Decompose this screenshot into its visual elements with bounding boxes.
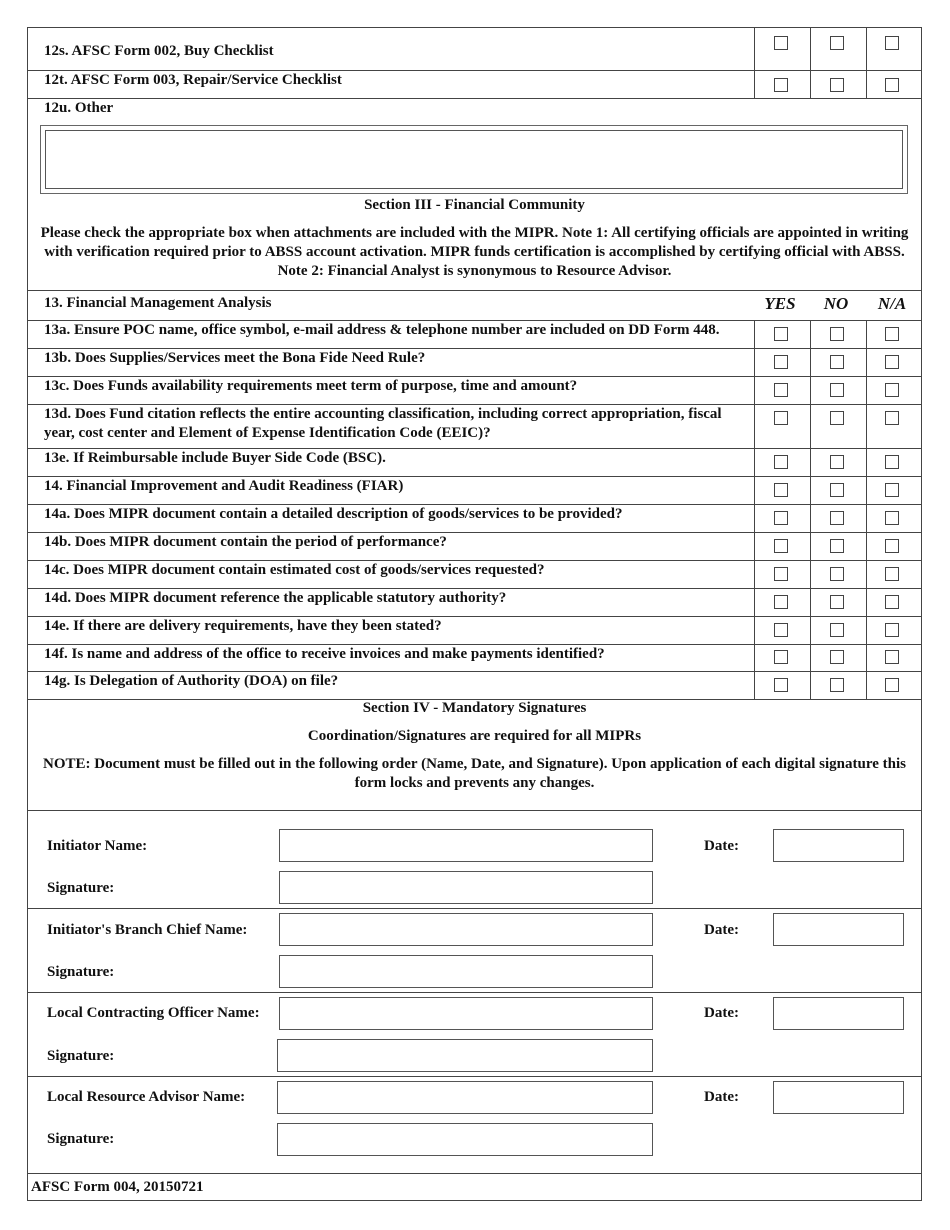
item-14a-checkbox-yes[interactable] — [774, 511, 788, 525]
divider — [28, 1173, 921, 1174]
item-13d-label: 13d. Does Fund citation reflects the entire accounting classification, including correct appropriation, fiscal year, cost center and Element of Expense Identification Code (EEIC)? — [44, 406, 722, 441]
item-12s-checkbox-na[interactable] — [885, 36, 899, 50]
item-13b-label: 13b. Does Supplies/Services meet the Bona Fide Need Rule? — [44, 350, 426, 366]
section4-title: Section IV - Mandatory Signatures — [362, 700, 587, 716]
item-13c-checkbox-yes[interactable] — [774, 383, 788, 397]
item-14a-label: 14a. Does MIPR document contain a detailed description of goods/services to be provided? — [44, 506, 623, 522]
item-14f-checkbox-na[interactable] — [885, 650, 899, 664]
item-13a-checkbox-no[interactable] — [830, 327, 844, 341]
signature-label: Signature: — [47, 964, 115, 980]
section4-subtitle: Coordination/Signatures are required for all MIPRs — [307, 728, 642, 744]
item-14d-checkbox-yes[interactable] — [774, 595, 788, 609]
column-divider — [754, 28, 755, 98]
item-13a-checkbox-na[interactable] — [885, 327, 899, 341]
column-divider — [810, 320, 811, 699]
item-14e-checkbox-no[interactable] — [830, 623, 844, 637]
item-12s-label: 12s. AFSC Form 002, Buy Checklist — [44, 43, 274, 59]
item-12t-label: 12t. AFSC Form 003, Repair/Service Checklist — [44, 72, 342, 88]
item-14f-checkbox-yes[interactable] — [774, 650, 788, 664]
resource-advisor-date-field[interactable] — [773, 1081, 904, 1114]
other-input[interactable] — [45, 130, 903, 189]
branch-chief-date-field[interactable] — [773, 913, 904, 946]
item-12t-checkbox-yes[interactable] — [774, 78, 788, 92]
item-14g-label: 14g. Is Delegation of Authority (DOA) on file? — [44, 673, 339, 689]
signer-name-label: Local Resource Advisor Name: — [47, 1089, 246, 1105]
signature-label: Signature: — [47, 1048, 115, 1064]
item-12u-label: 12u. Other — [44, 100, 114, 116]
date-label: Date: — [704, 838, 739, 854]
item-12t-checkbox-na[interactable] — [885, 78, 899, 92]
date-label: Date: — [704, 1005, 739, 1021]
section4-note: NOTE: Document must be filled out in the following order (Name, Date, and Signature). Upon application of each digital signature this form locks and prevents any changes. — [43, 756, 906, 791]
item-14b-checkbox-no[interactable] — [830, 539, 844, 553]
item-12s-checkbox-no[interactable] — [830, 36, 844, 50]
item-13d-checkbox-yes[interactable] — [774, 411, 788, 425]
item-13e-checkbox-yes[interactable] — [774, 455, 788, 469]
item-14e-checkbox-na[interactable] — [885, 623, 899, 637]
signer-name-label: Initiator Name: — [47, 838, 148, 854]
contracting-officer-name-field[interactable] — [279, 997, 653, 1030]
resource-advisor-signature-field[interactable] — [277, 1123, 653, 1156]
signature-label: Signature: — [47, 880, 115, 896]
item-13c-checkbox-no[interactable] — [830, 383, 844, 397]
item-14e-checkbox-yes[interactable] — [774, 623, 788, 637]
item-14b-checkbox-yes[interactable] — [774, 539, 788, 553]
item-14c-label: 14c. Does MIPR document contain estimated cost of goods/services requested? — [44, 562, 545, 578]
item-13b-checkbox-yes[interactable] — [774, 355, 788, 369]
other-outer-frame — [40, 125, 908, 194]
column-header-na: N/A — [877, 294, 907, 313]
signer-name-label: Local Contracting Officer Name: — [47, 1005, 260, 1021]
item-13e-label: 13e. If Reimbursable include Buyer Side Code (BSC). — [44, 450, 386, 466]
item-14c-checkbox-na[interactable] — [885, 567, 899, 581]
item-13c-checkbox-na[interactable] — [885, 383, 899, 397]
divider — [28, 810, 921, 811]
item-14b-checkbox-na[interactable] — [885, 539, 899, 553]
item-14a-checkbox-no[interactable] — [830, 511, 844, 525]
branch-chief-name-field[interactable] — [279, 913, 653, 946]
item-14d-checkbox-no[interactable] — [830, 595, 844, 609]
item-14b-label: 14b. Does MIPR document contain the period of performance? — [44, 534, 447, 550]
item-14e-label: 14e. If there are delivery requirements, have they been stated? — [44, 618, 442, 634]
column-divider — [866, 320, 867, 699]
item-14a-checkbox-na[interactable] — [885, 511, 899, 525]
column-header-yes: YES — [764, 294, 796, 313]
item-12t-checkbox-no[interactable] — [830, 78, 844, 92]
resource-advisor-name-field[interactable] — [277, 1081, 653, 1114]
divider — [28, 908, 921, 909]
item-13c-label: 13c. Does Funds availability requirements meet term of purpose, time and amount? — [44, 378, 578, 394]
item-14g-checkbox-yes[interactable] — [774, 678, 788, 692]
section3-title: Section III - Financial Community — [364, 197, 585, 213]
initiator-signature-field[interactable] — [279, 871, 653, 904]
item-14-checkbox-na[interactable] — [885, 483, 899, 497]
item-14g-checkbox-no[interactable] — [830, 678, 844, 692]
form-footer: AFSC Form 004, 20150721 — [31, 1179, 204, 1195]
initiator-date-field[interactable] — [773, 829, 904, 862]
section3-note: Please check the appropriate box when attachments are included with the MIPR. Note 1: All certifying officials are appointed in writing with verification required prior to ABSS account activation. MIPR funds certification is accomplished by certifying official with ABSS. Note 2: Financial Analyst is synonymous to Resource Advisor. — [40, 225, 909, 279]
item-14d-label: 14d. Does MIPR document reference the applicable statutory authority? — [44, 590, 507, 606]
column-divider — [866, 28, 867, 98]
signature-label: Signature: — [47, 1131, 115, 1147]
divider — [28, 992, 921, 993]
table-title: 13. Financial Management Analysis — [44, 295, 272, 311]
item-13e-checkbox-na[interactable] — [885, 455, 899, 469]
item-14d-checkbox-na[interactable] — [885, 595, 899, 609]
branch-chief-signature-field[interactable] — [279, 955, 653, 988]
divider — [28, 290, 921, 291]
contracting-officer-date-field[interactable] — [773, 997, 904, 1030]
item-14-checkbox-yes[interactable] — [774, 483, 788, 497]
item-13b-checkbox-na[interactable] — [885, 355, 899, 369]
column-divider — [810, 28, 811, 98]
date-label: Date: — [704, 1089, 739, 1105]
item-13e-checkbox-no[interactable] — [830, 455, 844, 469]
column-divider — [754, 320, 755, 699]
contracting-officer-signature-field[interactable] — [277, 1039, 653, 1072]
item-14c-checkbox-no[interactable] — [830, 567, 844, 581]
item-13a-label: 13a. Ensure POC name, office symbol, e-mail address & telephone number are included on DD Form 448. — [44, 322, 720, 338]
item-14f-label: 14f. Is name and address of the office to receive invoices and make payments identified? — [44, 646, 605, 662]
column-header-no: NO — [823, 294, 849, 313]
initiator-name-field[interactable] — [279, 829, 653, 862]
date-label: Date: — [704, 922, 739, 938]
item-13d-checkbox-no[interactable] — [830, 411, 844, 425]
item-13d-checkbox-na[interactable] — [885, 411, 899, 425]
item-12s-checkbox-yes[interactable] — [774, 36, 788, 50]
divider — [28, 98, 921, 99]
item-13b-checkbox-no[interactable] — [830, 355, 844, 369]
item-14-checkbox-no[interactable] — [830, 483, 844, 497]
item-14-label: 14. Financial Improvement and Audit Readiness (FIAR) — [44, 478, 404, 494]
item-13a-checkbox-yes[interactable] — [774, 327, 788, 341]
item-14g-checkbox-na[interactable] — [885, 678, 899, 692]
afsc-form-page — [27, 27, 922, 1201]
item-14f-checkbox-no[interactable] — [830, 650, 844, 664]
divider — [28, 1076, 921, 1077]
signer-name-label: Initiator's Branch Chief Name: — [47, 922, 248, 938]
item-14c-checkbox-yes[interactable] — [774, 567, 788, 581]
